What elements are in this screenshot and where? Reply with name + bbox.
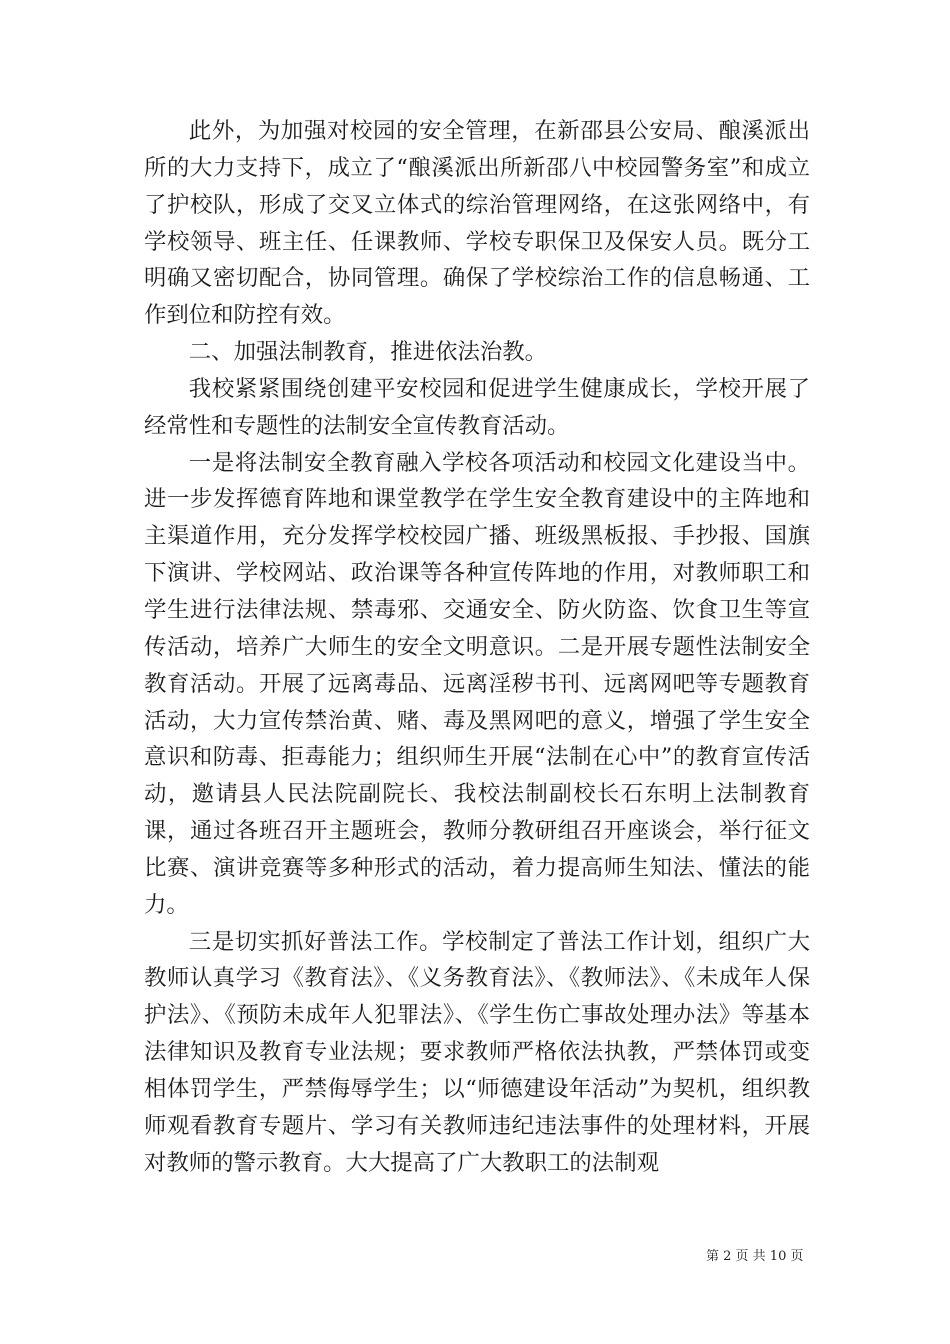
document-body [144, 113, 810, 1181]
paragraph-safety-education-activities: 一是将法制安全教育融入学校各项活动和校园文化建设当中。进一步发挥德育阵地和课堂教学在学生安全教育建设中的主阵地和主渠道作用，充分发挥学校校园广播、班级黑板报、手抄报、国旗下演讲、学校网站、政治课等各种宣传阵地的作用，对教师职工和学生进行法律法规、禁毒邪、交通安全、防火防盗、饮食卫生等宣传活动，培养广大师生的安全文明意识。二是开展专题性法制安全教育活动。开展了远离毒品、远离淫秽书刊、远离网吧等专题教育活动，大力宣传禁治黄、赌、毒及黑网吧的意义，增强了学生安全意识和防毒、拒毒能力；组织师生开展“法制在心中”的教育宣传活动，邀请县人民法院副院长、我校法制副校长石东明上法制教育课，通过各班召开主题班会，教师分教研组召开座谈会，举行征文比赛、演讲竞赛等多种形式的活动，着力提高师生知法、懂法的能力。 [144, 449, 810, 918]
paragraph-legal-campaign-intro: 我校紧紧围绕创建平安校园和促进学生健康成长，学校开展了经常性和专题性的法制安全宣传教育活动。 [144, 375, 810, 439]
paragraph-campus-security: 此外，为加强对校园的安全管理，在新邵县公安局、酿溪派出所的大力支持下，成立了“酿溪派出所新邵八中校园警务室”和成立了护校队，形成了交叉立体式的综治管理网络，在这张网络中，有学校领导、班主任、任课教师、学校专职保卫及保安人员。既分工明确又密切配合，协同管理。确保了学校综治工作的信息畅通、工作到位和防控有效。 [144, 118, 810, 329]
section-heading-legal-education: 二、加强法制教育，推进依法治教。 [188, 339, 548, 366]
paragraph-law-popularization: 三是切实抓好普法工作。学校制定了普法工作计划，组织广大教师认真学习《教育法》、《义务教育法》、《教师法》、《未成年人保护法》、《预防未成年人犯罪法》、《学生伤亡事故处理办法》等基本法律知识及教育专业法规；要求教师严格依法执教，严禁体罚或变相体罚学生，严禁侮辱学生；以“师德建设年活动”为契机，组织教师观看教育专题片、学习有关教师违纪违法事件的处理材料，开展对教师的警示教育。大大提高了广大教职工的法制观 [144, 928, 810, 1176]
page-number: 第 2 页 共 10 页 [706, 1249, 804, 1264]
